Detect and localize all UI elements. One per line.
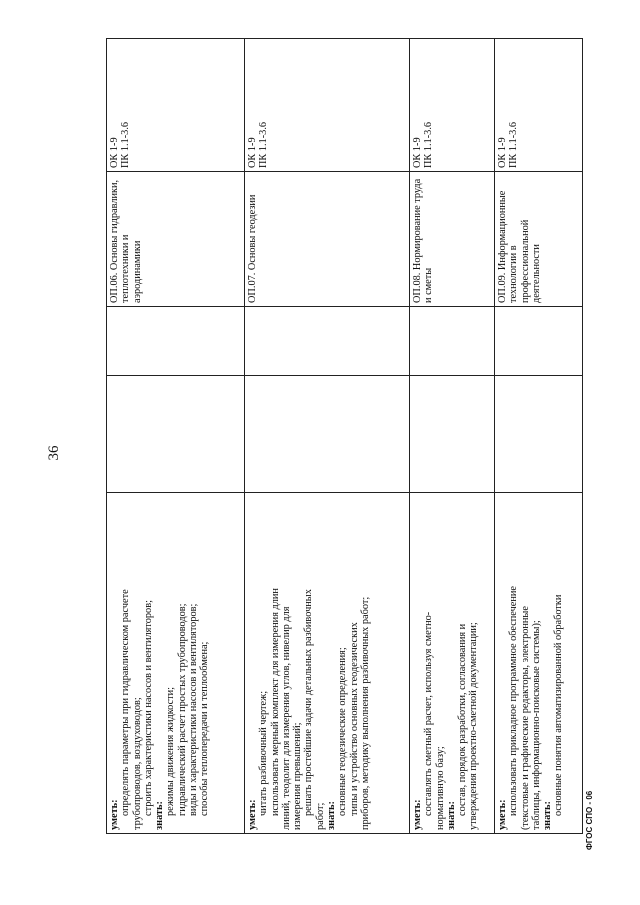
skill-line: режимы движения жидкости; xyxy=(165,686,177,816)
skill-line: читать разбивочный чертеж; xyxy=(258,690,270,816)
competencies-cell xyxy=(495,39,583,172)
blank-cell xyxy=(107,307,245,376)
blank-cell xyxy=(245,376,410,493)
blank-cell xyxy=(495,376,583,493)
table-body xyxy=(107,39,583,834)
blank-cell xyxy=(410,307,495,376)
competency-code: ПК 1.1-3.6 xyxy=(423,121,435,168)
skills-heading: уметь: xyxy=(412,799,423,830)
competencies-cell xyxy=(410,39,495,172)
competency-code: ПК 1.1-3.6 xyxy=(508,121,520,168)
footer-code: ФГОС СПО - 06 xyxy=(585,790,594,850)
skill-line: основные понятия автоматизированной обработки xyxy=(553,594,565,816)
competencies-cell xyxy=(107,39,245,172)
table-row xyxy=(245,39,410,834)
discipline-cell: ОП.09. Информационные технологии в профессиональной деятельности xyxy=(495,172,583,307)
discipline-cell: ОП.07. Основы геодезии xyxy=(245,172,410,307)
standards-table xyxy=(106,38,583,834)
skills-heading: уметь: xyxy=(247,799,258,830)
competency-code: ПК 1.1-3.6 xyxy=(258,121,270,168)
table-row xyxy=(107,39,245,834)
skill-line: основные геодезические определения; xyxy=(337,647,349,816)
skills-heading: знать: xyxy=(445,801,457,830)
page-number: 36 xyxy=(46,445,62,461)
competencies-cell xyxy=(245,39,410,172)
skill-line: строить характеристики насосов и вентиляторов; xyxy=(142,600,154,816)
competency-code: ОК 1-9 xyxy=(109,137,120,168)
skills-heading: уметь: xyxy=(109,799,120,830)
blank-cell xyxy=(107,376,245,493)
table-row xyxy=(410,39,495,834)
skills-cell xyxy=(495,493,583,834)
competency-code: ОК 1-9 xyxy=(247,137,258,168)
skill-line: типы и устройство основных геодезических xyxy=(348,622,360,816)
skills-heading: уметь: xyxy=(497,799,508,830)
skill-line: решать простейшие задачи детальных разбивочных xyxy=(303,589,315,816)
skill-line: работ; xyxy=(314,802,326,830)
skill-line: (текстовые и графические редакторы, электронные xyxy=(519,606,531,830)
skill-line: виды и характеристики насосов и вентиляторов; xyxy=(188,603,200,816)
skill-line: использовать прикладное программное обеспечение xyxy=(508,586,520,816)
table-row xyxy=(495,39,583,834)
competency-code: ОК 1-9 xyxy=(412,137,423,168)
blank-cell xyxy=(410,376,495,493)
competency-code: ПК 1.1-3.6 xyxy=(120,121,132,168)
skill-line: приборов, методику выполнения разбивочных работ; xyxy=(359,596,371,830)
skills-cell xyxy=(245,493,410,834)
skills-heading: знать: xyxy=(542,801,554,830)
discipline-cell: ОП.06. Основы гидравлики, теплотехники и аэродинамики xyxy=(107,172,245,307)
skill-line: состав, порядок разработки, согласования и xyxy=(457,623,469,816)
skills-cell xyxy=(410,493,495,834)
skills-heading: знать: xyxy=(326,801,338,830)
skills-cell xyxy=(107,493,245,834)
competency-code: ОК 1-9 xyxy=(497,137,508,168)
skill-line: способы теплопередачи и теплообмена; xyxy=(199,641,211,816)
skill-line: утверждения проектно-сметной документации; xyxy=(468,622,480,830)
blank-cell xyxy=(245,307,410,376)
skill-line: линий, теодолит для измерения углов, нивелир для xyxy=(280,606,292,830)
skill-line: гидравлический расчет простых трубопроводов; xyxy=(176,603,188,816)
skill-line: составлять сметный расчет, используя сметно- xyxy=(423,611,435,816)
discipline-cell: ОП.08. Нормирование труда и сметы xyxy=(410,172,495,307)
skill-line: нормативную базу; xyxy=(434,746,446,830)
skill-line: измерения превышений; xyxy=(292,722,304,830)
skills-heading: знать: xyxy=(154,801,166,830)
skill-line: определять параметры при гидравлическом расчете xyxy=(120,589,132,816)
blank-cell xyxy=(495,307,583,376)
skill-line: использовать мерный комплект для измерения длин xyxy=(269,588,281,816)
skill-line: трубопроводов, воздуховодов; xyxy=(131,697,143,830)
skill-line: таблицы, информационно-поисковые системы); xyxy=(530,620,542,830)
